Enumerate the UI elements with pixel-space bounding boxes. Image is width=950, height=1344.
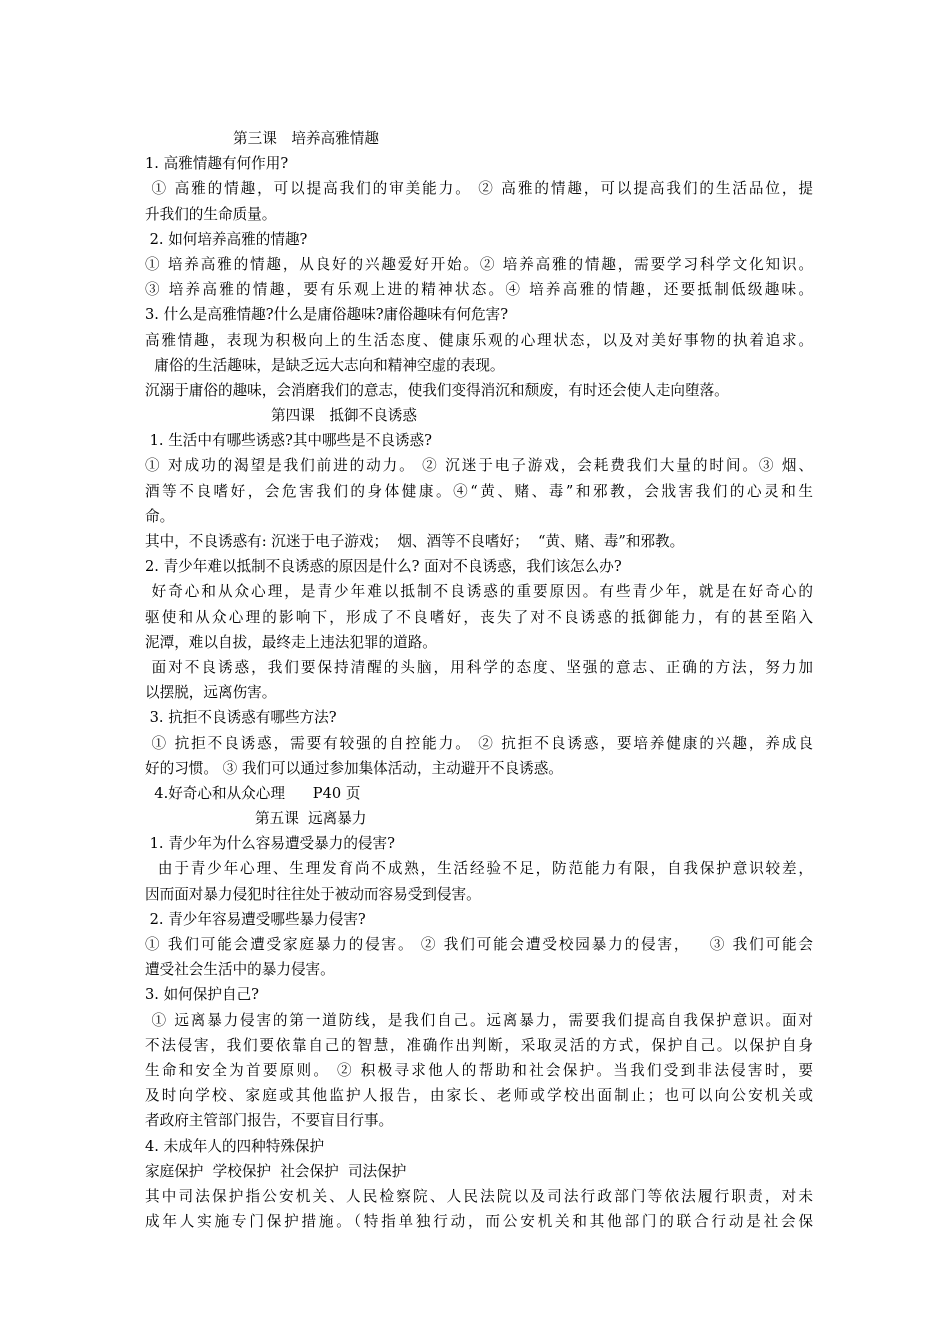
- paragraph-line: 其中司法保护指公安机关、人民检察院、人民法院以及司法行政部门等依法履行职责，对未: [145, 1187, 813, 1205]
- paragraph-line: 由于青少年心理、生理发育尚不成熟，生活经验不足，防范能力有限，自我保护意识较差，: [145, 860, 813, 878]
- question-heading: 2. 如何培养高雅的情趣?: [145, 230, 308, 248]
- paragraph-line: ① 对成功的渴望是我们前进的动力。 ② 沉迷于电子游戏，会耗费我们大量的时间。③ 烟、: [145, 457, 813, 475]
- paragraph-line: 以摆脱，远离伤害。: [145, 684, 277, 702]
- paragraph-line: 沉溺于庸俗的趣味，会消磨我们的意志，使我们变得消沉和颓废，有时还会使人走向堕落。: [145, 381, 729, 399]
- paragraph-line: 因而面对暴力侵犯时往往处于被动而容易受到侵害。: [145, 885, 481, 903]
- lesson-4-title: 第四课 抵御不良诱惑: [271, 407, 417, 425]
- paragraph-line: 其中，不良诱惑有: 沉迷于电子游戏； 烟、酒等不良嗜好； “黄、赌、毒”和邪教。: [145, 533, 685, 550]
- question-heading: 1. 生活中有哪些诱惑?其中哪些是不良诱惑?: [145, 432, 432, 450]
- paragraph-line: 不法侵害，我们要依靠自己的智慧，准确作出判断，采取灵活的方式，保护自己。以保护自身: [145, 1036, 813, 1054]
- paragraph-line: ① 抗拒不良诱惑，需要有较强的自控能力。 ② 抗拒不良诱惑，要培养健康的兴趣，养成良: [145, 734, 813, 752]
- paragraph-line: 面对不良诱惑，我们要保持清醒的头脑，用科学的态度、坚强的意志、正确的方法，努力加: [145, 658, 813, 676]
- paragraph-line: 酒等不良嗜好，会危害我们的身体健康。④“黄、赌、毒”和邪教，会戕害我们的心灵和生: [145, 482, 813, 500]
- question-heading: 1. 青少年为什么容易遭受暴力的侵害?: [145, 835, 395, 853]
- question-heading: 2. 青少年容易遭受哪些暴力侵害?: [145, 910, 366, 928]
- paragraph-line: 高雅情趣，表现为积极向上的生活态度、健康乐观的心理状态，以及对美好事物的执着追求。: [145, 331, 813, 349]
- paragraph-line: ① 我们可能会遭受家庭暴力的侵害。 ② 我们可能会遭受校园暴力的侵害， ③ 我们可能会: [145, 936, 813, 953]
- question-heading: 4.好奇心和从众心理 P40 页: [145, 784, 361, 802]
- document-page: [145, 126, 813, 1234]
- question-heading: 4. 未成年人的四种特殊保护: [145, 1137, 325, 1155]
- paragraph-line: 者政府主管部门报告，不要盲目行事。: [145, 1112, 394, 1130]
- paragraph-line: 及时向学校、家庭或其他监护人报告，由家长、老师或学校出面制止；也可以向公安机关或: [145, 1087, 813, 1105]
- paragraph-line: 遭受社会生活中的暴力侵害。: [145, 961, 335, 979]
- lesson-3-title: 第三课 培养高雅情趣: [233, 130, 379, 147]
- paragraph-line: 成年人实施专门保护措施。（特指单独行动，而公安机关和其他部门的联合行动是社会保: [145, 1213, 813, 1231]
- question-heading: 3. 如何保护自己?: [145, 986, 259, 1004]
- paragraph-line: 泥潭，难以自拔，最终走上违法犯罪的道路。: [145, 633, 437, 651]
- question-heading: 1. 高雅情趣有何作用?: [145, 155, 289, 173]
- paragraph-line: 命。: [145, 507, 175, 525]
- paragraph-line: 家庭保护 学校保护 社会保护 司法保护: [145, 1162, 407, 1180]
- paragraph-line: ① 培养高雅的情趣，从良好的兴趣爱好开始。② 培养高雅的情趣，需要学习科学文化知识。: [145, 255, 813, 273]
- paragraph-line: 驱使和从众心理的影响下，形成了不良嗜好，丧失了对不良诱惑的抵御能力，有的甚至陷入: [145, 608, 813, 626]
- paragraph-line: 生命和安全为首要原则。 ② 积极寻求他人的帮助和社会保护。当我们受到非法侵害时，要: [145, 1061, 813, 1079]
- paragraph-line: ③ 培养高雅的情趣，要有乐观上进的精神状态。④ 培养高雅的情趣，还要抵制低级趣味。: [145, 281, 813, 299]
- question-heading: 2. 青少年难以抵制不良诱惑的原因是什么? 面对不良诱惑，我们该怎么办?: [145, 558, 622, 576]
- paragraph-line: 庸俗的生活趣味，是缺乏远大志向和精神空虚的表现。: [145, 356, 505, 374]
- question-heading: 3. 什么是高雅情趣?什么是庸俗趣味?庸俗趣味有何危害?: [145, 306, 509, 324]
- paragraph-line: ① 远离暴力侵害的第一道防线，是我们自己。远离暴力，需要我们提高自我保护意识。面对: [145, 1011, 813, 1029]
- question-heading: 3. 抗拒不良诱惑有哪些方法?: [145, 709, 337, 727]
- lesson-5-title: 第五课 远离暴力: [255, 810, 367, 828]
- paragraph-line: 升我们的生命质量。: [145, 205, 277, 223]
- paragraph-line: ① 高雅的情趣，可以提高我们的审美能力。 ② 高雅的情趣，可以提高我们的生活品位，提: [145, 180, 813, 198]
- paragraph-line: 好的习惯。 ③ 我们可以通过参加集体活动，主动避开不良诱惑。: [145, 759, 563, 777]
- paragraph-line: 好奇心和从众心理，是青少年难以抵制不良诱惑的重要原因。有些青少年，就是在好奇心的: [145, 583, 813, 601]
